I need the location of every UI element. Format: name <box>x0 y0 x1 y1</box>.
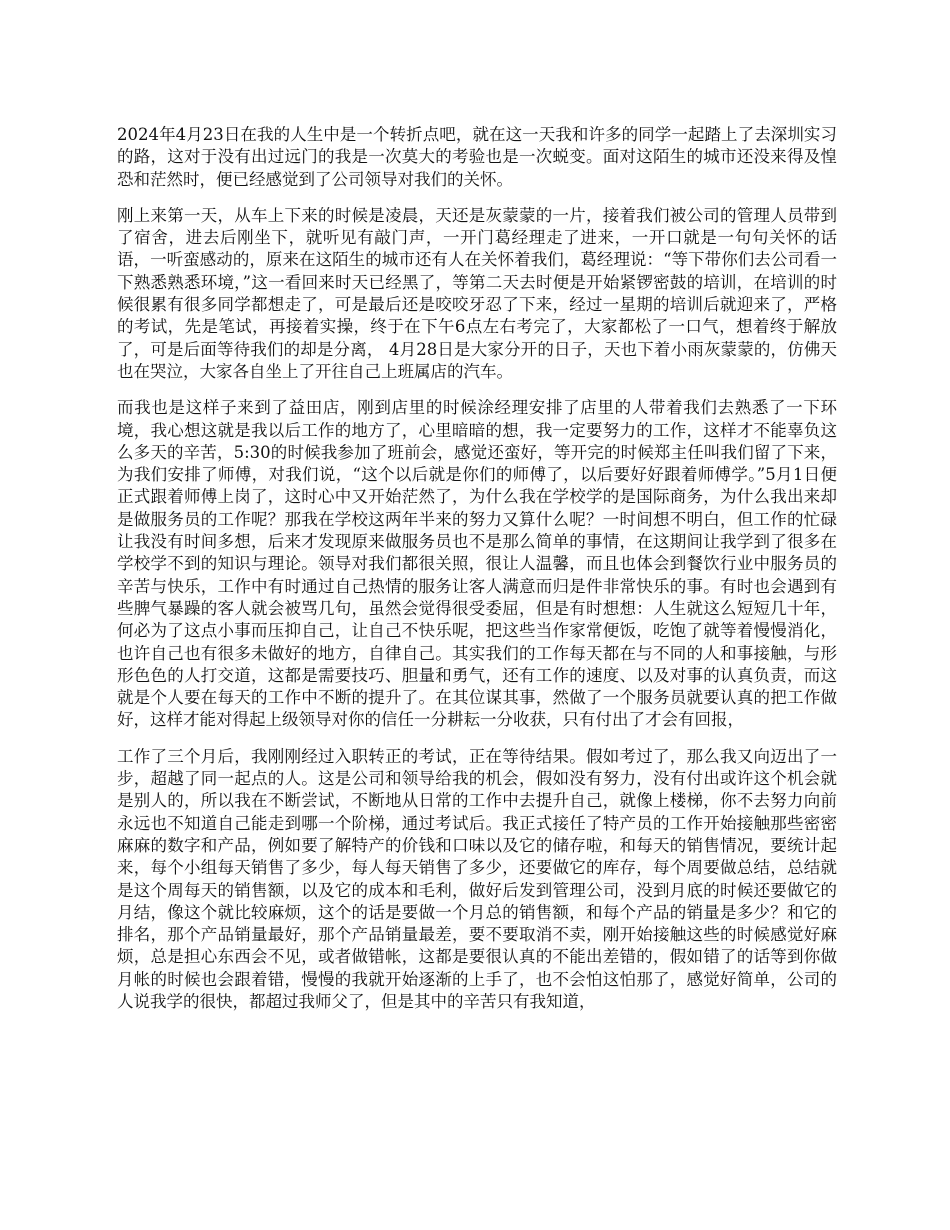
paragraph-2: 刚上来第一天，从车上下来的时候是凌晨，天还是灰蒙蒙的一片，接着我们被公司的管理人员带到了宿舍，进去后刚坐下，就听见有敲门声，一开门葛经理走了进来，一开口就是一句句关怀的话语，一听蛮感动的，原来在这陌生的城市还有人在关怀着我们，葛经理说：“等下带你们去公司看一下熟悉熟悉环境，”这一看回来时天已经黑了，等第二天去时便是开始紧锣密鼓的培训，在培训的时候很累有很多同学都想走了，可是最后还是咬咬牙忍了下来，经过一星期的培训后就迎来了，严格的考试，先是笔试，再接着实操，终于在下午6点左右考完了，大家都松了一口气，想着终于解放了，可是后面等待我们的却是分离， 4月28日是大家分开的日子，天也下着小雨灰蒙蒙的，仿佛天也在哭泣，大家各自坐上了开往自己上班属店的汽车。 <box>117 205 837 381</box>
document-body <box>117 124 837 1027</box>
paragraph-4: 工作了三个月后，我刚刚经过入职转正的考试，正在等待结果。假如考过了，那么我又向迈出了一步，超越了同一起点的人。这是公司和领导给我的机会，假如没有努力，没有付出或许这个机会就是别人的，所以我在不断尝试，不断地从日常的工作中去提升自己，就像上楼梯，你不去努力向前永远也不知道自己能走到哪一个阶梯，通过考试后。我正式接任了特产员的工作开始接触那些密密麻麻的数字和产品，例如要了解特产的价钱和口味以及它的储存啦，和每天的销售情况，要统计起来，每个小组每天销售了多少，每人每天销售了多少，还要做它的库存，每个周要做总结，总结就是这个周每天的销售额，以及它的成本和毛利，做好后发到管理公司，没到月底的时候还要做它的月结，像这个就比较麻烦，这个的话是要做一个月总的销售额，和每个产品的销量是多少？和它的排名，那个产品销量最好，那个产品销量最差，要不要取消不卖，刚开始接触这些的时候感觉好麻烦，总是担心东西会不见，或者做错帐，这都是要很认真的不能出差错的，假如错了的话等到你做月帐的时候也会跟着错，慢慢的我就开始逐渐的上手了，也不会怕这怕那了，感觉好简单，公司的人说我学的很快，都超过我师父了，但是其中的辛苦只有我知道， <box>117 746 837 1011</box>
paragraph-1: 2024年4月23日在我的人生中是一个转折点吧，就在这一天我和许多的同学一起踏上了去深圳实习的路，这对于没有出过远门的我是一次莫大的考验也是一次蜕变。面对这陌生的城市还没来得及惶恐和茫然时，便已经感觉到了公司领导对我们的关怀。 <box>117 125 837 189</box>
paragraph-3: 而我也是这样子来到了益田店，刚到店里的时候涂经理安排了店里的人带着我们去熟悉了一下环境，我心想这就是我以后工作的地方了，心里暗暗的想，我一定要努力的工作，这样才不能辜负这么多天的辛苦，5:30的时候我参加了班前会，感觉还蛮好，等开完的时候郑主任叫我们留了下来，为我们安排了师傅，对我们说，“这个以后就是你们的师傅了，以后要好好跟着师傅学。”5月1日便正式跟着师傅上岗了，这时心中又开始茫然了，为什么我在学校学的是国际商务，为什么我出来却是做服务员的工作呢？那我在学校这两年半来的努力又算什么呢？一时间想不明白，但工作的忙碌让我没有时间多想，后来才发现原来做服务员也不是那么简单的事情，在这期间让我学到了很多在学校学不到的知识与理论。领导对我们都很关照，很让人温馨，而且也体会到餐饮行业中服务员的辛苦与快乐，工作中有时通过自己热情的服务让客人满意而归是件非常快乐的事。有时也会遇到有些脾气暴躁的客人就会被骂几句，虽然会觉得很受委屈，但是有时想想：人生就这么短短几十年，何必为了这点小事而压抑自己，让自己不快乐呢，把这些当作家常便饭，吃饱了就等着慢慢消化，也许自己也有很多未做好的地方，自律自己。其实我们的工作每天都在与不同的人和事接触，与形形色色的人打交道，这都是需要技巧、胆量和勇气，还有工作的速度、以及对事的认真负责，而这就是个人要在每天的工作中不断的提升了。在其位谋其事，然做了一个服务员就要认真的把工作做好，这样才能对得起上级领导对你的信任一分耕耘一分收获，只有付出了才会有回报， <box>117 398 837 730</box>
